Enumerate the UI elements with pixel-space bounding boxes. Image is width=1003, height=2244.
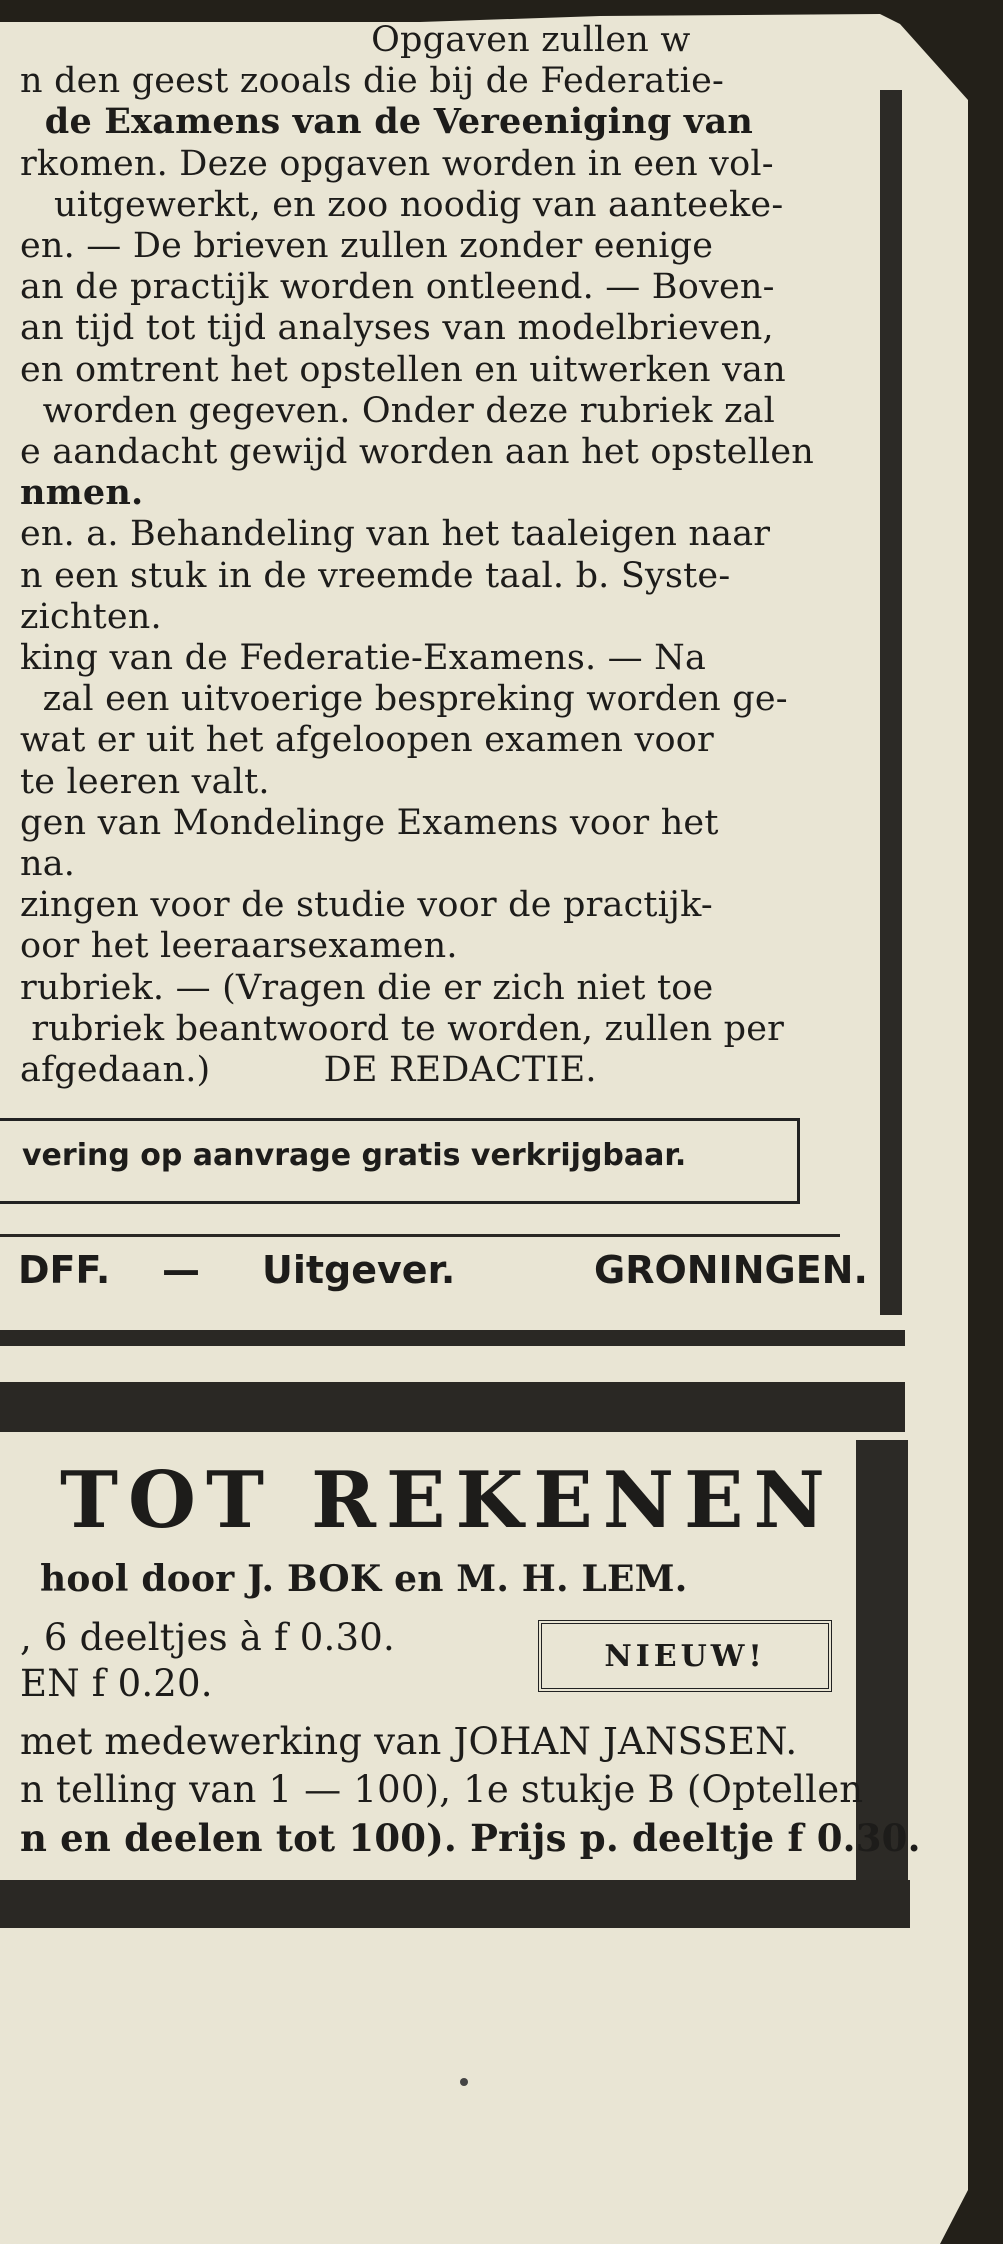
article-line: Opgaven zullen w (20, 20, 691, 60)
article-line: nmen. (20, 472, 144, 514)
ad-deelen: n en deelen tot 100). Prijs p. deeltje f 0.30. (20, 1816, 921, 1860)
article-line: de Examens van de Vereeniging van (20, 101, 753, 143)
article-line: king van de Federatie-Examens. — Na (20, 638, 707, 678)
article-line: rubriek. — (Vragen die er zich niet toe (20, 967, 714, 1008)
notice-text: vering op aanvrage gratis verkrijgbaar. (22, 1138, 687, 1173)
right-rule-lower (856, 1440, 908, 1880)
article-line: n een stuk in de vreemde taal. b. Syste- (20, 555, 731, 596)
article-line: zal een uitvoerige bespreking worden ge- (20, 679, 788, 720)
new-badge: NIEUW! (538, 1620, 832, 1692)
footer-dash: — (162, 1248, 200, 1292)
article-line: worden gegeven. Onder deze rubriek zal (20, 390, 776, 431)
article-line: an de practijk worden ontleend. — Boven- (20, 267, 775, 308)
article-line: na. (20, 844, 76, 884)
article-line: gen van Mondelinge Examens voor het (20, 802, 719, 843)
article-line: oor het leeraarsexamen. (20, 926, 458, 967)
divider-heavy-3 (0, 1880, 910, 1928)
article-line: uitgewerkt, en zoo noodig van aanteeke- (20, 184, 784, 225)
ad-authors: hool door J. BOK en M. H. LEM. (40, 1558, 688, 1600)
publisher-name: DFF. (18, 1248, 111, 1292)
article-line: zingen voor de studie voor de practijk- (20, 885, 713, 926)
ad-telling: n telling van 1 — 100), 1e stukje B (Optellen (20, 1768, 864, 1811)
publisher-footer (0, 1248, 868, 1298)
divider-thin (0, 1234, 840, 1237)
article-line: e aandacht gewijd worden aan het opstellen (20, 432, 815, 472)
article-line: wat er uit het afgeloopen examen voor (20, 720, 714, 761)
article-line: en. — De brieven zullen zonder eenige (20, 226, 714, 266)
divider-heavy-2 (0, 1382, 905, 1432)
article-line: an tijd tot tijd analyses van modelbrieven, (20, 308, 774, 349)
article-line: rubriek beantwoord te worden, zullen per (20, 1008, 785, 1049)
article-line: te leeren valt. (20, 761, 270, 802)
ad-price-1: , 6 deeltjes à f 0.30. (20, 1616, 395, 1659)
article-line: zichten. (20, 596, 162, 637)
article-line: en omtrent het opstellen en uitwerken van (20, 349, 786, 390)
divider-heavy-1 (0, 1330, 905, 1346)
ad-collab: met medewerking van JOHAN JANSSEN. (20, 1720, 798, 1763)
article-line: en. a. Behandeling van het taaleigen naar (20, 514, 771, 555)
article-line: rkomen. Deze opgaven worden in een vol- (20, 143, 774, 184)
article-line: n den geest zooals die bij de Federatie- (20, 61, 725, 102)
speck (460, 2078, 468, 2086)
ad-title: TOT REKENEN (60, 1455, 835, 1546)
publisher-city: GRONINGEN. (594, 1248, 868, 1292)
publisher-role: Uitgever. (262, 1248, 456, 1292)
ad-price-2: EN f 0.20. (20, 1662, 213, 1705)
right-rule-upper (880, 90, 902, 1315)
article-line: afgedaan.) DE REDACTIE. (20, 1050, 597, 1090)
